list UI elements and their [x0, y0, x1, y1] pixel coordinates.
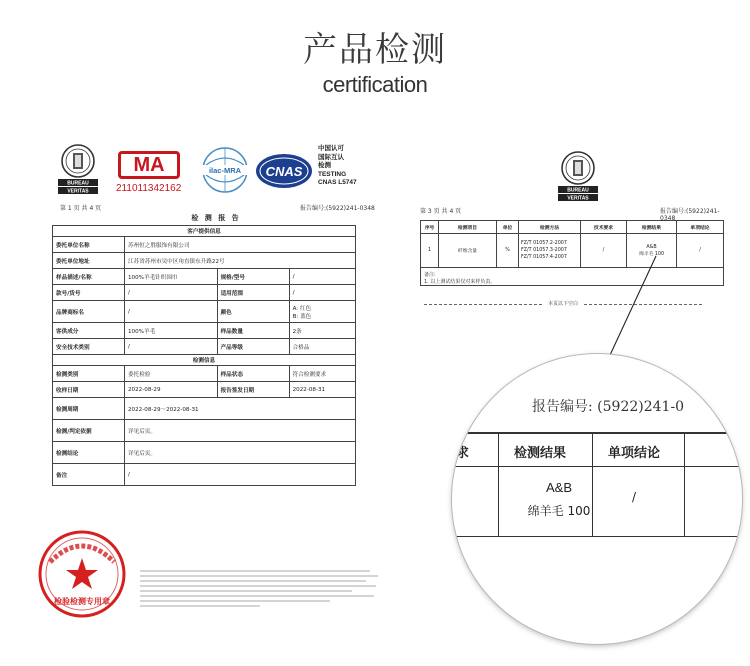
report-number: 报告编号:(5922)241-0348	[300, 205, 375, 212]
accreditation-logos	[56, 141, 376, 203]
notes: 备注: 1. 以上测试结果仅对来样负责。	[424, 272, 496, 285]
mag-verdict: /	[632, 490, 637, 504]
mag-report-number: 报告编号: (5922)241-0	[532, 399, 685, 415]
page-subtitle: certification	[322, 72, 428, 97]
report-info-table: 客户提供信息 委托单位名称 苏州恒之胜服饰有限公司 委托单位地址 江苏省苏州市吴中区甪直镇东升路22号 样品描述/名称 100%羊毛针织围巾 规格/型号 / 款号/货号 / 适用范围 / 品牌商标名 / 颜色 A: 红色 B: 蓝色 客供成分 100%羊毛 样品数量 2条 安全技术类别 / 产品等级 合格品 检测信息 检测类别 委托检验 样品状态 符合检测要求 收样日期 2022-08-29 报告签发日期 2022-08-31 检测周期 2022-08-29～2022-08-31 检测/判定依据 详见后页。 检测结论 详见后页。 备注 /	[52, 225, 356, 486]
magnifier-lens	[452, 354, 742, 644]
svg-text:BUREAU: BUREAU	[567, 187, 589, 194]
report-number: 报告编号:(5922)241-0348	[660, 208, 720, 222]
test-report-page-3	[418, 148, 728, 318]
cnas-accreditation-text: 中国认可 国际互认 检测 TESTING CNAS L5747	[318, 145, 357, 186]
report-heading: 检 测 报 告	[191, 214, 241, 222]
section-client-info: 客户提供信息	[53, 226, 356, 237]
red-seal-stamp-icon	[36, 528, 128, 620]
mag-result-composition: 绵羊毛 100	[527, 504, 591, 518]
bureau-veritas-logo-icon	[56, 141, 100, 197]
section-test-info: 检测信息	[53, 355, 356, 366]
ilac-mra-logo-icon	[200, 145, 250, 195]
page-title: 产品检测	[303, 30, 447, 70]
bv-bottom-text: VERITAS	[67, 188, 89, 195]
blank-below-marker: 本页以下空白	[424, 300, 724, 310]
cnas-logo-icon	[254, 151, 314, 191]
mag-col-partial: 求	[456, 446, 470, 461]
mag-col-verdict: 单项结论	[608, 446, 661, 461]
bureau-veritas-logo-icon	[556, 148, 600, 204]
page-number: 第 1 页 共 4 页	[60, 205, 102, 212]
table-row: 1 纤维含量 % FZ/T 01057.2-2007 FZ/T 01057.3-2007 FZ/T 01057.4-2007 / A&B 绵羊毛 100 /	[421, 234, 724, 268]
seal-text: 检验检测专用章	[54, 597, 110, 606]
table-header-row: 序号 检测项目 单位 检测方法 技术要求 检测结果 单项结论	[421, 221, 724, 234]
mag-result-samples: A&B	[545, 480, 572, 495]
ilac-text: ilac-MRA	[208, 166, 242, 175]
page-number: 第 3 页 共 4 页	[420, 208, 462, 215]
results-table	[420, 220, 724, 268]
cma-logo	[118, 151, 180, 199]
svg-text:VERITAS: VERITAS	[567, 195, 589, 202]
bv-top-text: BUREAU	[67, 180, 89, 187]
cnas-text: CNAS	[265, 164, 303, 179]
cma-mark: MA	[118, 151, 180, 179]
cma-number: 211011342162	[116, 183, 182, 194]
fine-print	[140, 570, 380, 618]
mag-col-result: 检测结果	[514, 446, 567, 461]
